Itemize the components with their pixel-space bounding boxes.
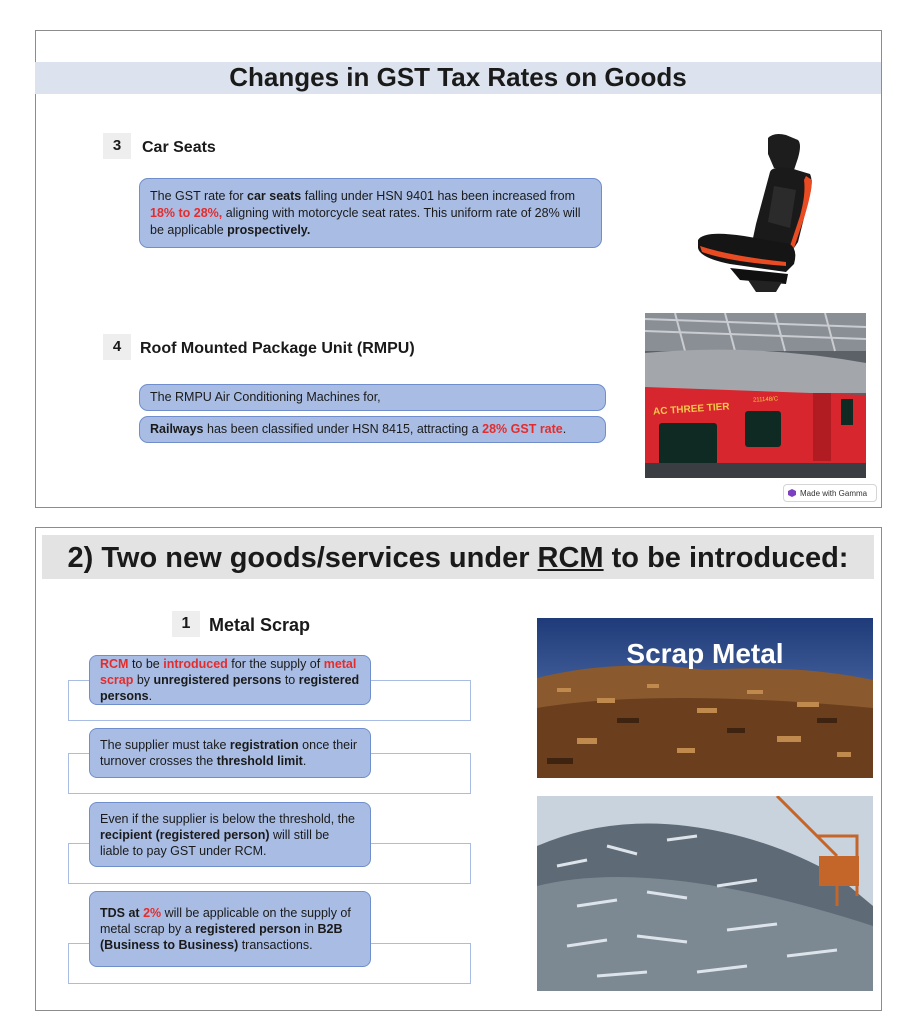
rmpu-line-1: The RMPU Air Conditioning Machines for, bbox=[139, 384, 606, 411]
item-3-title: Car Seats bbox=[142, 139, 216, 156]
train-coach-image bbox=[645, 313, 866, 478]
bullet-1: RCM to be introduced for the supply of metal scrap by unregistered persons to registered persons. bbox=[89, 655, 371, 705]
scrap-metal-caption: Scrap Metal bbox=[626, 638, 784, 669]
item-1-title: Metal Scrap bbox=[209, 615, 311, 635]
item-4-title: Roof Mounted Package Unit (RMPU) bbox=[140, 340, 415, 357]
made-with-gamma-badge[interactable] bbox=[783, 484, 877, 502]
bullet-3: Even if the supplier is below the threshold, the recipient (registered person) will still be liable to pay GST under RCM. bbox=[89, 802, 371, 867]
slide-1-title: Changes in GST Tax Rates on Goods bbox=[229, 62, 687, 92]
badge-label: Made with Gamma bbox=[800, 489, 868, 498]
car-seat-image bbox=[690, 132, 815, 294]
coach-label: AC THREE TIER bbox=[652, 401, 730, 418]
item-4-number: 4 bbox=[103, 334, 131, 360]
coach-number: 211148/C bbox=[752, 396, 779, 404]
bullet-2: The supplier must take registration once their turnover crosses the threshold limit. bbox=[89, 728, 371, 778]
scrap-metal-image-2 bbox=[537, 796, 873, 991]
rmpu-line-2: Railways has been classified under HSN 8415, attracting a 28% GST rate. bbox=[139, 416, 606, 443]
scrap-metal-image-1 bbox=[537, 618, 873, 778]
car-seats-description: The GST rate for car seats falling under HSN 9401 has been increased from 18% to 28%, aligning with motorcycle seat rates. This uniform rate of 28% will be applicable prospectively. bbox=[139, 178, 602, 248]
gamma-logo-icon bbox=[788, 489, 796, 497]
bullet-4: TDS at 2% will be applicable on the supply of metal scrap by a registered person in B2B (Business to Business) transactions. bbox=[89, 891, 371, 967]
item-1-number: 1 bbox=[172, 611, 200, 637]
slide-2-title: 2) Two new goods/services under RCM to be introduced: bbox=[67, 542, 849, 574]
item-3-number: 3 bbox=[103, 133, 131, 159]
